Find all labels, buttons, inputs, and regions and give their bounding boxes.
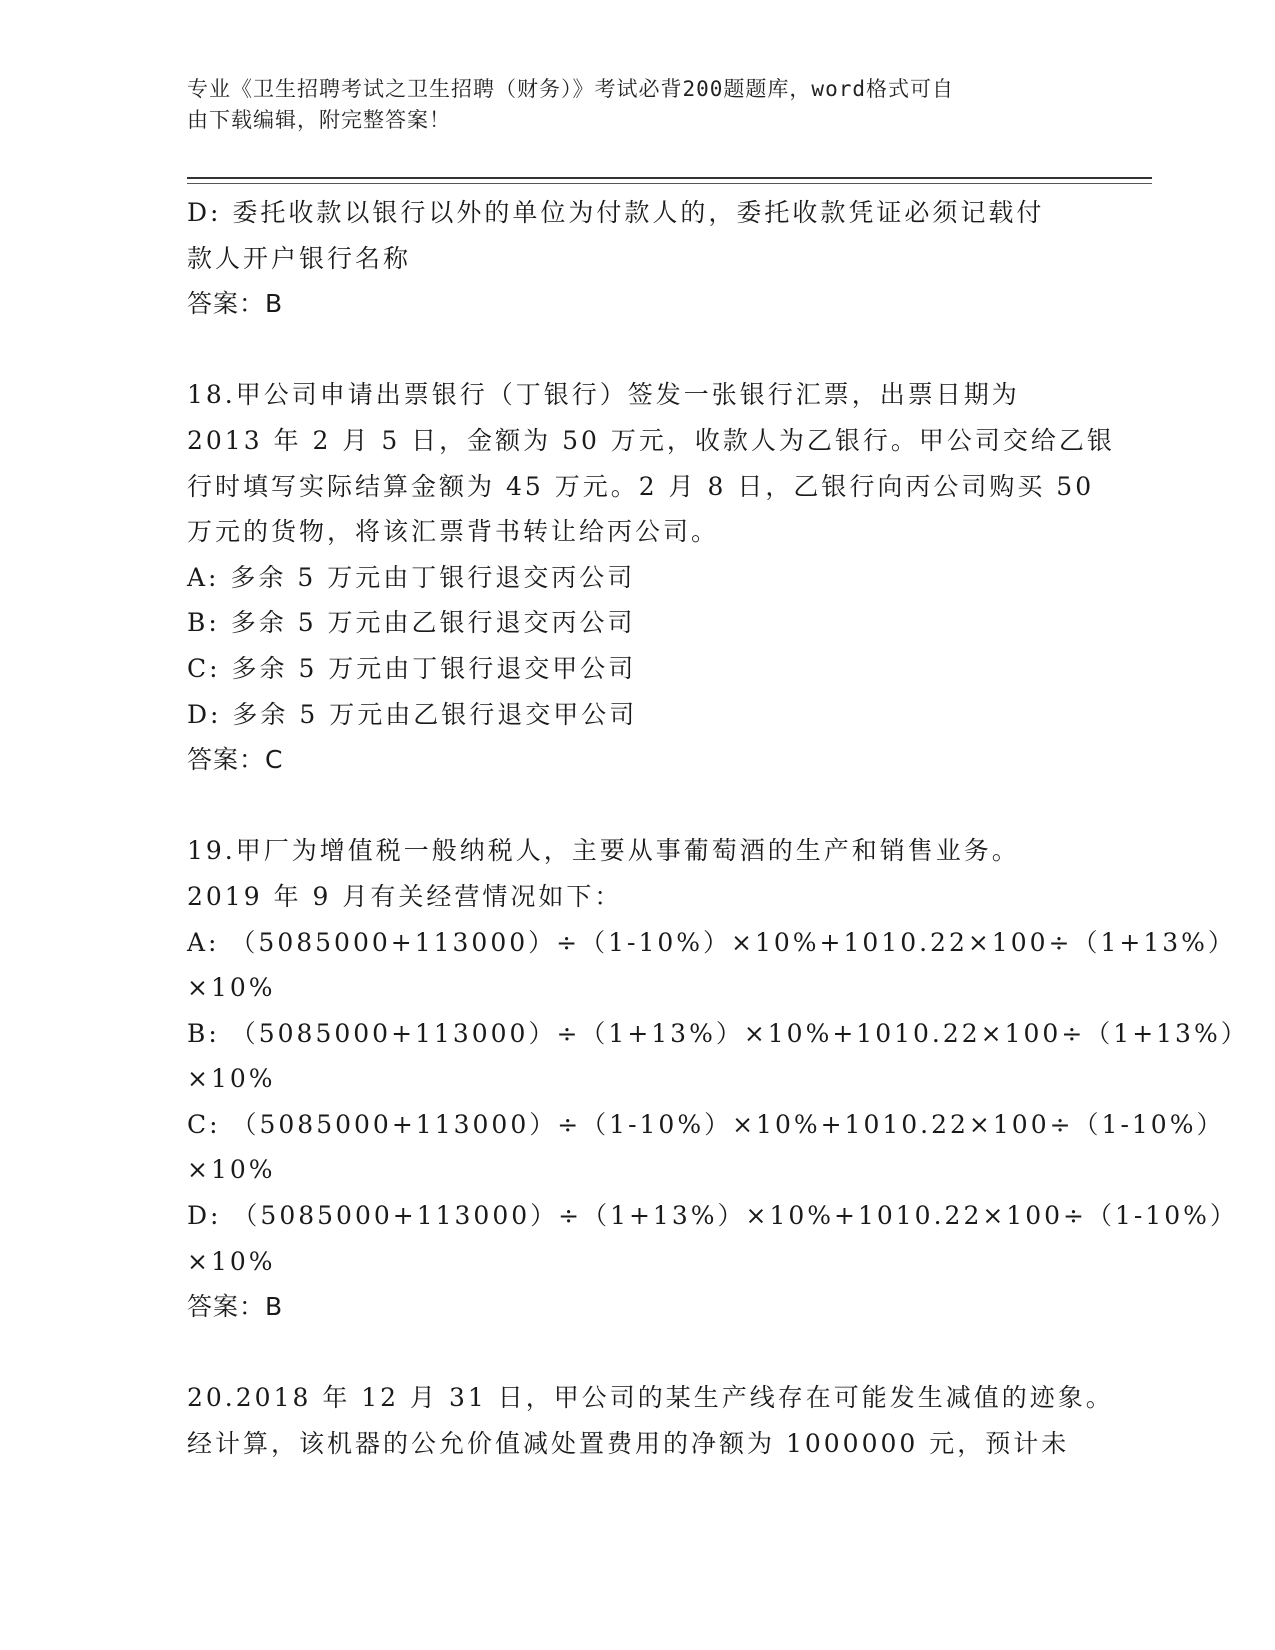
spacer	[187, 327, 1087, 373]
q18-option-c: C: 多余 5 万元由丁银行退交甲公司	[187, 653, 637, 683]
header-rule-thick	[187, 177, 1152, 179]
q20-stem-line: 20.2018 年 12 月 31 日，甲公司的某生产线存在可能发生减值的迹象。	[187, 1383, 1114, 1413]
q19-option-d-cont: ×10%	[187, 1246, 276, 1276]
question-19	[187, 828, 1249, 1330]
q19-option-c: C: （5085000+113000）÷（1-10%）×10%+1010.22×100÷（1-10%）	[187, 1109, 1225, 1139]
q20-stem-line: 经计算，该机器的公允价值减处置费用的净额为 1000000 元，预计未	[187, 1429, 1070, 1459]
q19-answer: 答案：B	[187, 1292, 284, 1322]
q19-option-b: B: （5085000+113000）÷（1+13%）×10%+1010.22×100÷（1+13%）	[187, 1018, 1249, 1048]
q19-option-a: A: （5085000+113000）÷（1-10%）×10%+1010.22×100÷（1+13%）	[187, 927, 1236, 957]
q18-option-b: B: 多余 5 万元由乙银行退交丙公司	[187, 608, 636, 638]
spacer	[187, 783, 1087, 829]
q18-option-a: A: 多余 5 万元由丁银行退交丙公司	[187, 562, 636, 592]
document-body	[187, 190, 1249, 1467]
q18-answer: 答案：C	[187, 745, 284, 775]
q18-stem-line: 18.甲公司申请出票银行（丁银行）签发一张银行汇票，出票日期为	[187, 380, 1020, 410]
q17-option-d-line-1: D: 委托收款以银行以外的单位为付款人的，委托收款凭证必须记载付	[187, 198, 1045, 227]
question-18	[187, 372, 1115, 782]
q19-option-a-cont: ×10%	[187, 973, 276, 1003]
q17-option-d-line-2: 款人开户银行名称	[187, 243, 412, 273]
q19-option-d: D: （5085000+113000）÷（1+13%）×10%+1010.22×100÷（1-10%）	[187, 1201, 1238, 1231]
header-line-2: 由下载编辑，附完整答案！	[187, 108, 451, 132]
q19-stem-line: 19.甲厂为增值税一般纳税人，主要从事葡萄酒的生产和销售业务。	[187, 836, 1020, 866]
header-line-1: 专业《卫生招聘考试之卫生招聘（财务）》考试必背200题题库，word格式可自	[187, 77, 954, 101]
q18-option-d: D: 多余 5 万元由乙银行退交甲公司	[187, 699, 638, 729]
page-header	[187, 74, 1077, 136]
question-17-tail	[187, 190, 1087, 327]
question-20	[187, 1375, 1114, 1466]
q18-stem-line: 行时填写实际结算金额为 45 万元。2 月 8 日，乙银行向丙公司购买 50	[187, 471, 1095, 501]
spacer	[187, 1330, 1087, 1376]
q19-option-b-cont: ×10%	[187, 1064, 276, 1094]
q19-stem-line: 2019 年 9 月有关经营情况如下：	[187, 881, 623, 911]
q18-stem-line: 2013 年 2 月 5 日，金额为 50 万元，收款人为乙银行。甲公司交给乙银	[187, 425, 1115, 455]
q18-stem-line: 万元的货物，将该汇票背书转让给丙公司。	[187, 517, 720, 547]
q19-option-c-cont: ×10%	[187, 1155, 276, 1185]
q17-answer: 答案：B	[187, 289, 284, 319]
header-rule-thin	[187, 183, 1152, 184]
